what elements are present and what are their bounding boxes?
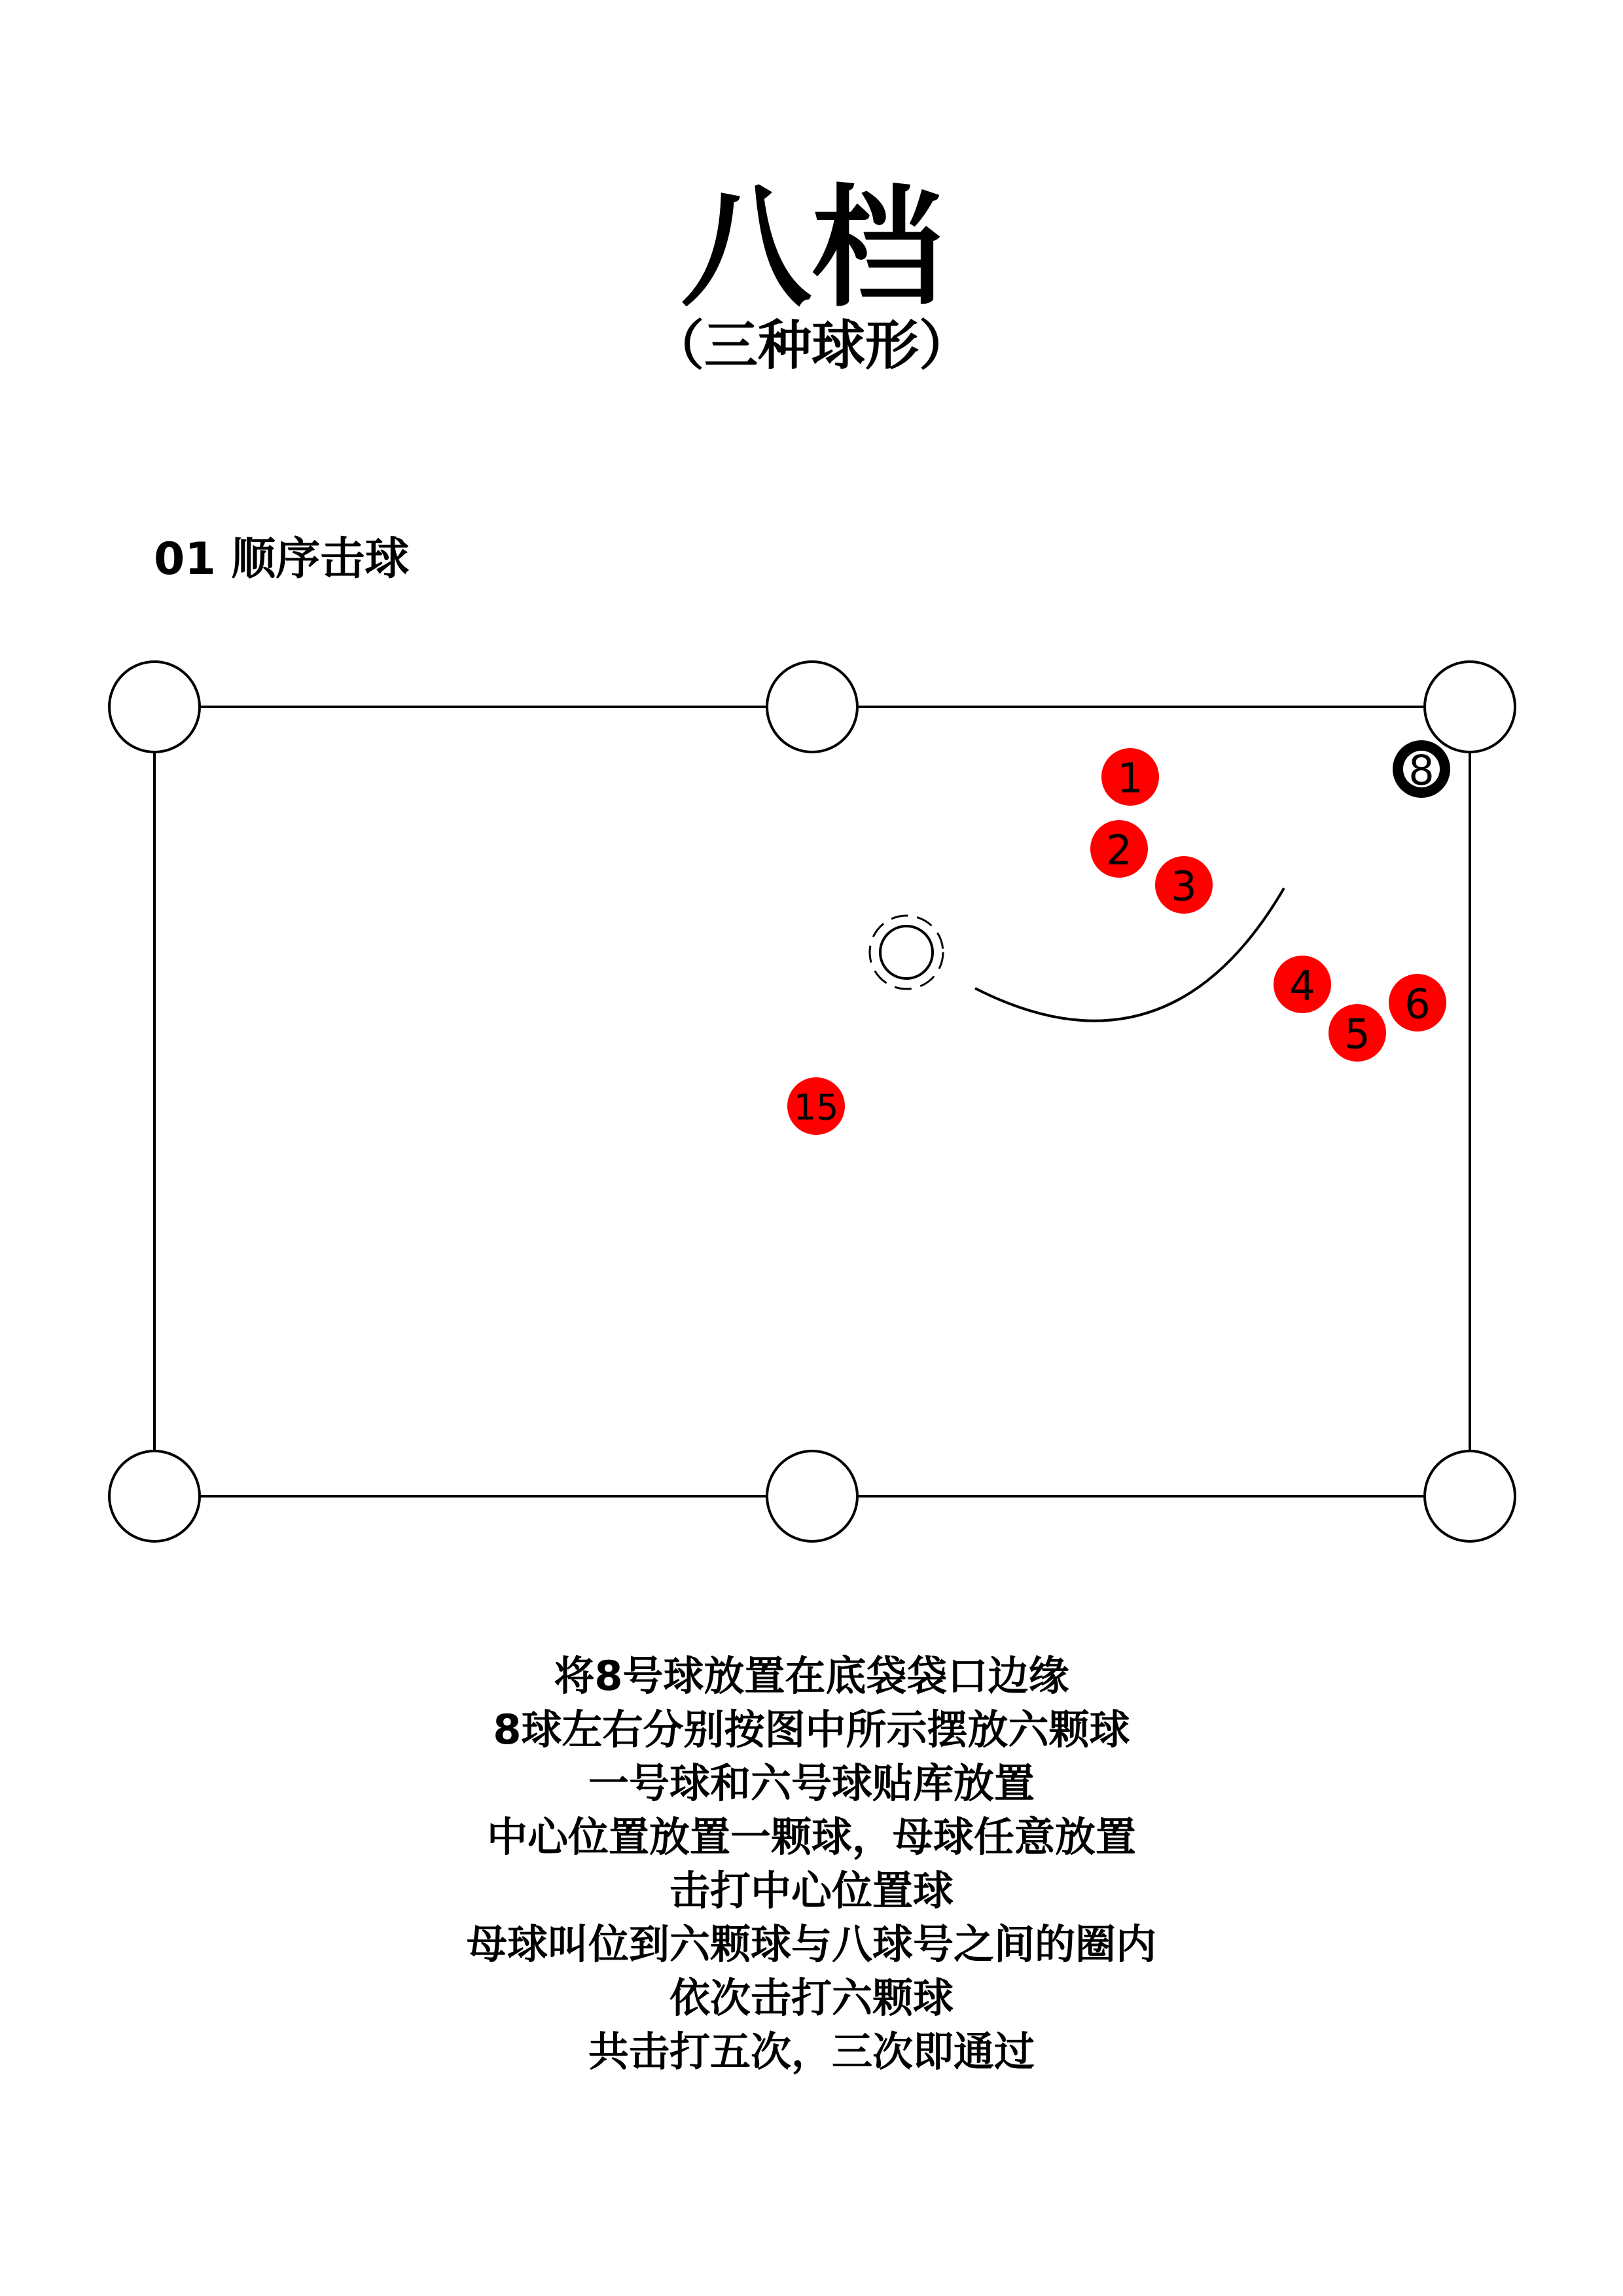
cue-ball — [880, 926, 933, 978]
instruction-line: 击打中心位置球 — [669, 1867, 954, 1914]
instructions — [0, 1649, 1623, 2079]
object-ball — [1274, 956, 1331, 1013]
instruction-line: 母球叫位到六颗球与八球号之间的圈内 — [466, 1920, 1156, 1968]
ball-number-label: 5 — [1344, 1010, 1370, 1058]
instruction-line: 一号球和六号球贴库放置 — [588, 1759, 1035, 1807]
object-ball — [1389, 974, 1446, 1031]
page-subtitle: （三种球形） — [650, 315, 972, 377]
pocket-bottom-right — [1425, 1451, 1515, 1541]
section-heading: 01 顺序击球 — [154, 533, 410, 585]
cue-ball-path — [975, 888, 1284, 1021]
pocket-top-left — [109, 662, 200, 752]
ball-number-label: 8 — [1408, 746, 1435, 795]
instruction-line: 将8号球放置在底袋袋口边缘 — [554, 1652, 1069, 1700]
instruction-line: 共击打五次，三次即通过 — [588, 2028, 1035, 2075]
ball-number-label: 2 — [1106, 826, 1132, 874]
instruction-line: 依次击打六颗球 — [669, 1974, 954, 2022]
ball-number-label: 1 — [1117, 754, 1143, 802]
ball-number-label: 4 — [1289, 961, 1315, 1010]
pocket-top-right — [1425, 662, 1515, 752]
object-ball — [1329, 1004, 1386, 1062]
object-ball — [1090, 820, 1148, 878]
ball-number-label: 3 — [1171, 862, 1197, 910]
pocket-bottom-middle — [767, 1451, 857, 1541]
instruction-line: 8球左右分别按图中所示摆放六颗球 — [493, 1706, 1130, 1753]
instruction-line: 中心位置放置一颗球，母球任意放置 — [486, 1813, 1136, 1861]
eight-ball — [1393, 740, 1450, 798]
pocket-top-middle — [767, 662, 857, 752]
page-title: 八档 — [680, 172, 942, 325]
pocket-bottom-left — [109, 1451, 200, 1541]
object-ball — [1101, 748, 1159, 806]
ball-number-label: 6 — [1404, 980, 1431, 1028]
object-ball — [787, 1077, 845, 1135]
object-ball — [1155, 856, 1213, 914]
ball-number-label: 15 — [793, 1086, 839, 1128]
